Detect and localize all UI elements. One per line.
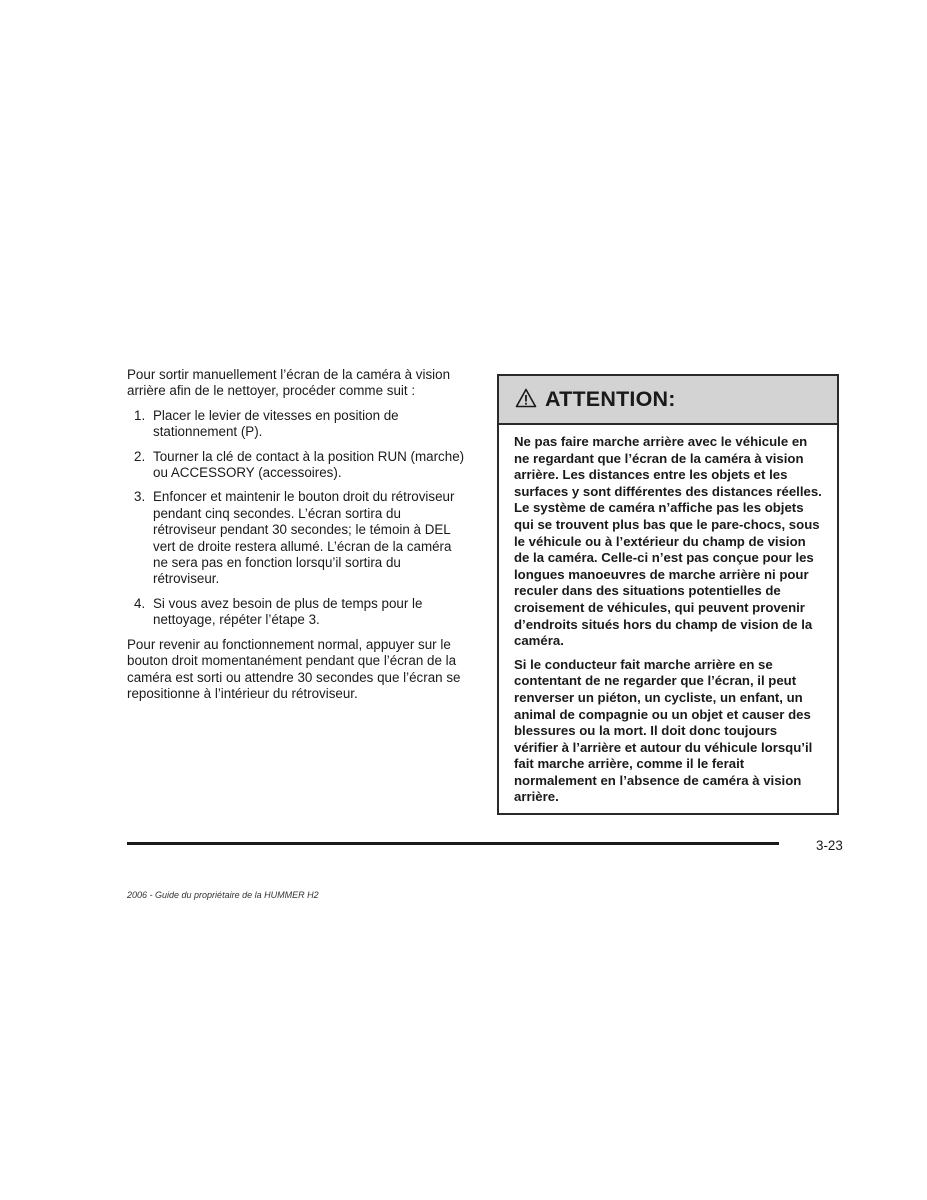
steps-list [127,408,465,629]
step-item [127,489,465,587]
attention-title: ATTENTION: [545,387,676,411]
page-number: 3-23 [816,838,843,853]
attention-box [497,374,839,815]
step-item [127,596,465,629]
warning-triangle-icon [515,388,537,408]
footer-text: 2006 - Guide du propriétaire de la HUMMER H2 [127,890,319,900]
step-item [127,408,465,441]
attention-paragraph: Si le conducteur fait marche arrière en se contentant de ne regarder que l’écran, il peut renverser un piéton, un cycliste, un enfant, un animal de compagnie ou un objet et causer des blessures ou la mort. Il doit donc toujours vérifier à l’arrière et autour du véhicule lorsqu’il fait marche arrière, comme il le ferait normalement en l’absence de caméra à vision arrière. [514,656,813,805]
closing-paragraph: Pour revenir au fonctionnement normal, appuyer sur le bouton droit momentanément pendant que l’écran de la caméra est sorti ou attendre 30 secondes que l’écran se repositionne à l’intérieur du rétroviseur. [127,636,461,701]
step-text: Enfoncer et maintenir le bouton droit du rétroviseur pendant cinq secondes. L’écran sortira du rétroviseur pendant 30 secondes; le témoin à DEL vert de droite restera allumé. L’écran de la caméra ne sera pas en fonction lorsqu’il sortira du rétroviseur. [153,489,455,587]
step-number: 3. [134,489,146,505]
page-divider [127,842,779,845]
instructions-column [127,367,465,710]
step-text: Placer le levier de vitesses en position de stationnement (P). [153,407,399,440]
step-text: Tourner la clé de contact à la position RUN (marche) ou ACCESSORY (accessoires). [153,448,465,481]
attention-body [499,425,837,806]
attention-header [499,376,837,425]
step-number: 4. [134,595,146,611]
intro-paragraph: Pour sortir manuellement l’écran de la caméra à vision arrière afin de le nettoyer, procéder comme suit : [127,367,451,399]
step-number: 1. [134,407,146,423]
step-text: Si vous avez besoin de plus de temps pour le nettoyage, répéter l’étape 3. [153,595,423,628]
attention-paragraph: Ne pas faire marche arrière avec le véhicule en ne regardant que l’écran de la caméra à vision arrière. Les distances entre les objets et les surfaces y sont différentes des distances réelles. Le système de caméra n’affiche pas les objets qui se trouvent plus bas que le pare-chocs, sous le véhicule ou à l’extérieur du champ de vision de la caméra. Celle-ci n’est pas conçue pour les longues manoeuvres de marche arrière ni pour reculer dans des situations potentielles de croisement de véhicules, qui peuvent provenir d’endroits situés hors du champ de vision de la caméra. [514,434,822,649]
step-item [127,449,465,482]
step-number: 2. [134,448,146,464]
